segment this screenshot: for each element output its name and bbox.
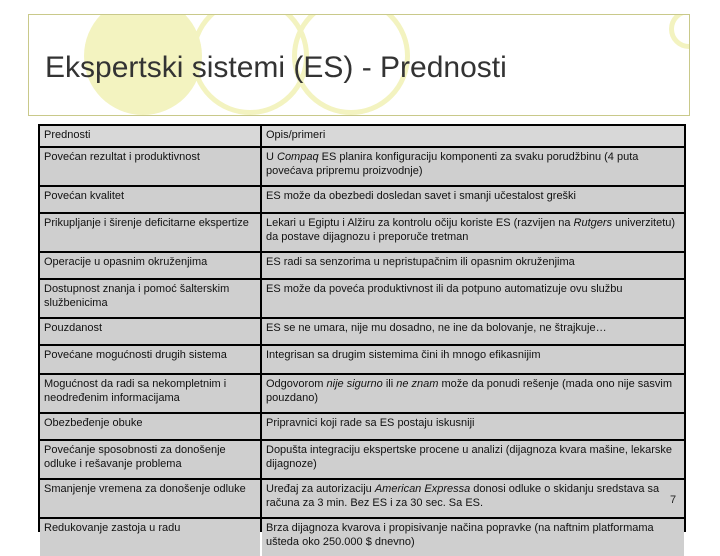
italic-text: nije sigurno: [326, 378, 383, 390]
text: Brza dijagnoza kvarova i propisivanje načina popravke (na naftnim platformama ušteda oko 250.000 $ dnevno): [266, 522, 654, 548]
text: ES se ne umara, nije mu dosadno, ne ine da bolovanje, ne štrajkuje…: [266, 322, 607, 334]
table-cell-description: [262, 187, 684, 212]
text: ili: [382, 378, 397, 390]
table-cell-advantage: Povećan rezultat i produktivnost: [40, 148, 260, 185]
table-cell-description: [262, 214, 684, 251]
italic-text: Rutgers: [573, 217, 613, 229]
table-cell-advantage: Operacije u opasnim okruženjima: [40, 253, 260, 278]
table-cell-description: [262, 346, 684, 373]
table-cell-description: [262, 280, 684, 317]
table-cell-advantage: Obezbeđenje obuke: [40, 414, 260, 439]
slide-number: 7: [670, 494, 677, 506]
text: ES radi sa senzorima u nepristupačnim ili opasnim okruženjima: [266, 256, 575, 268]
table-grid: [40, 126, 684, 548]
title-frame: [28, 14, 690, 116]
text: univerzitetu) da postave dijagnozu i preporuče tretman: [266, 217, 676, 243]
text: Dopušta integraciju ekspertske procene u analizi (dijagnoza kvara mašine, lekarske dijagnoze): [266, 444, 672, 470]
italic-text: American Expressa: [374, 483, 471, 495]
table-cell-description: [262, 519, 684, 556]
text: može da ponudi rešenje (mada ono nije sasvim pouzdano): [266, 378, 673, 404]
table-cell-description: [262, 375, 684, 412]
table-cell-description: [262, 253, 684, 278]
table-cell-advantage: Prikupljanje i širenje deficitarne ekspertize: [40, 214, 260, 251]
table-cell-description: [262, 414, 684, 439]
table-cell-advantage: Povećane mogućnosti drugih sistema: [40, 346, 260, 373]
column-header-advantages: Prednosti: [40, 126, 260, 146]
advantages-table: [38, 124, 686, 548]
table-cell-advantage: Pouzdanost: [40, 319, 260, 344]
text: Pripravnici koji rade sa ES postaju iskusniji: [266, 417, 475, 429]
text: ES može da obezbedi dosledan savet i smanji učestalost greški: [266, 190, 577, 202]
table-cell-advantage: Redukovanje zastoja u radu: [40, 519, 260, 556]
table-cell-advantage: Smanjenje vremena za donošenje odluke: [40, 480, 260, 517]
text: Odgovorom: [266, 378, 327, 390]
decorative-circle: [669, 14, 690, 49]
table-cell-advantage: Povećanje sposobnosti za donošenje odluke i rešavanje problema: [40, 441, 260, 478]
text: donosi odluke o skidanju sredstava sa računa za 3 min. Bez ES i za 30 sec. Sa ES.: [266, 483, 660, 509]
table-cell-description: [262, 480, 684, 517]
table-cell-description: [262, 148, 684, 185]
text: Integrisan sa drugim sistemima čini ih mnogo efikasnijim: [266, 349, 541, 361]
text: Lekari u Egiptu i Alžiru za kontrolu očiju koriste ES (razvijen na: [266, 217, 574, 229]
text: U: [266, 151, 277, 163]
italic-text: Compaq: [277, 151, 319, 163]
column-header-description: Opis/primeri: [262, 126, 684, 146]
text: Uređaj za autorizaciju: [266, 483, 375, 495]
table-cell-description: [262, 441, 684, 478]
text: ES planira konfiguraciju komponenti za svaku porudžbinu (4 puta povećava pripremu proizvodnje): [266, 151, 639, 177]
table-cell-description: [262, 319, 684, 344]
text: ES može da poveća produktivnost ili da potpuno automatizuje ovu službu: [266, 283, 623, 295]
table-cell-advantage: Dostupnost znanja i pomoć šalterskim službenicima: [40, 280, 260, 317]
slide-title: Ekspertski sistemi (ES) - Prednosti: [45, 51, 507, 84]
italic-text: ne znam: [396, 378, 439, 390]
table-cell-advantage: Povećan kvalitet: [40, 187, 260, 212]
table-cell-advantage: Mogućnost da radi sa nekompletnim i neodređenim informacijama: [40, 375, 260, 412]
